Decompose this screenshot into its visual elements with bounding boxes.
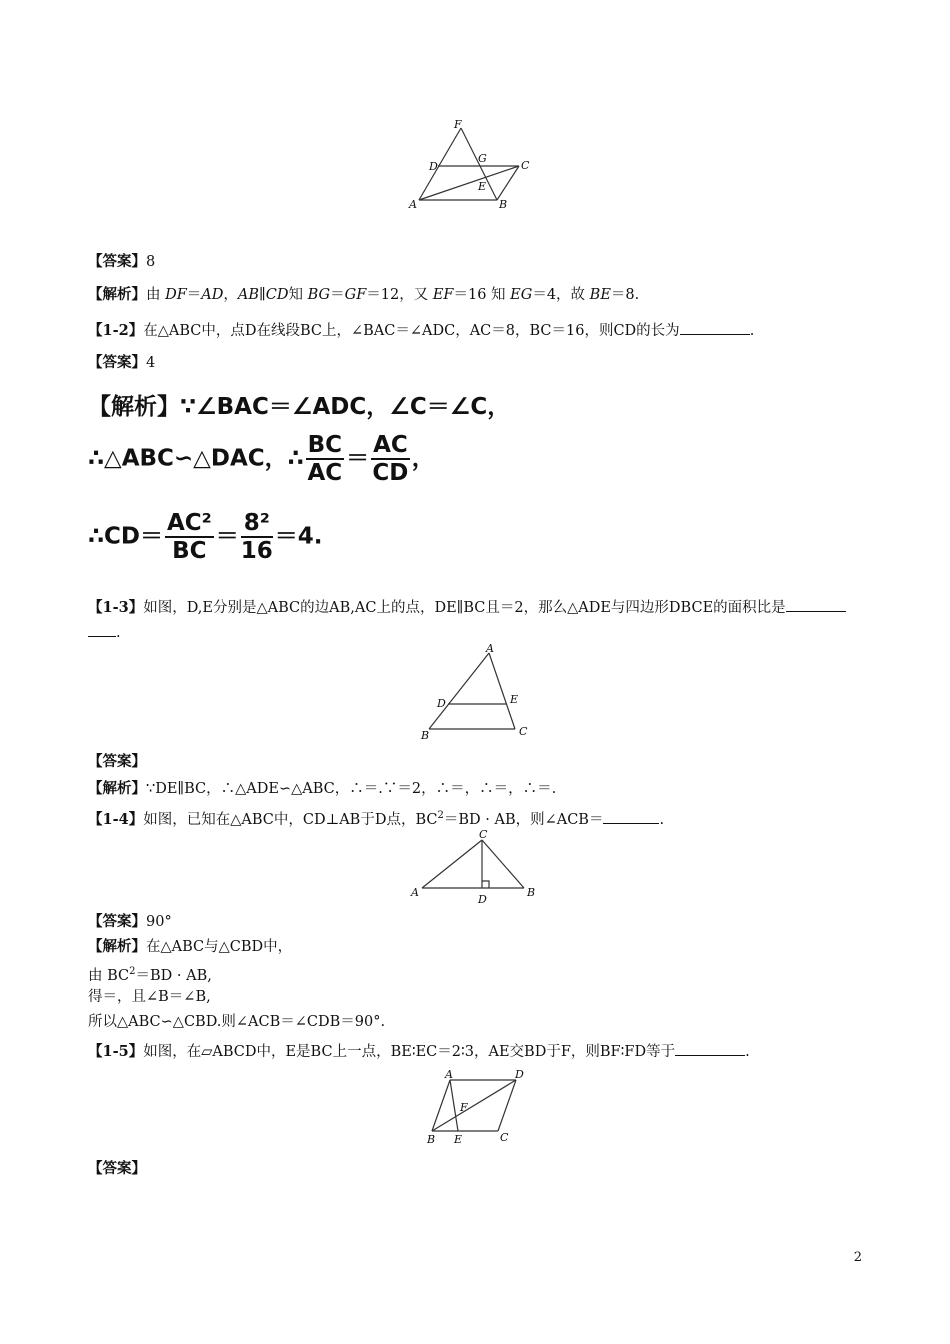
- label-e: E: [454, 1133, 463, 1146]
- fraction-ac2-bc: $\frac{\text{AC²}}{BC}$: [166, 510, 212, 564]
- label-b: B: [527, 886, 536, 899]
- label-d: D: [515, 1068, 524, 1081]
- figure-right-triangle-altitude: [408, 828, 548, 908]
- p4-question: 【1-4】如图，已知在△ABC中，CD⊥AB于D点，$BC^2=BD$ · AB，则∠ACB＝ .: [88, 810, 665, 828]
- figure-parallelogram-afg: [405, 118, 545, 218]
- fraction-64-16: $\frac{\text{8²}}{16}$: [240, 510, 273, 564]
- label-d: D: [437, 697, 446, 710]
- label-b: B: [421, 729, 430, 742]
- p1-answer: 【答案】8: [88, 253, 156, 270]
- answer-blank: [786, 597, 846, 612]
- p3-analysis: 【解析】∵DE∥BC，∴△ADE∽△ABC，∴＝.∵＝2，∴＝，∴＝，∴＝.: [88, 780, 557, 797]
- p1-analysis: 【解析】由 DF＝AD，AB∥CD知 BG＝GF＝12，又 EF＝16 知 EG＝4，故 BE＝8.: [88, 286, 640, 303]
- p2-solution-line2: ∴△ABC∽△DAC，∴ $\frac{BC}{AC}$ ＝ $\frac{AC}{CD}$ ，: [88, 432, 435, 486]
- page-number: 2: [853, 1250, 862, 1265]
- p3-answer: 【答案】: [88, 753, 146, 770]
- p2-question: 【1-2】在△ABC中，点D在线段BC上，∠BAC＝∠ADC，AC＝8，BC＝16，则CD的长为 .: [88, 322, 755, 339]
- p4-answer: 【答案】90°: [88, 913, 172, 930]
- label-c: C: [521, 159, 530, 172]
- label-c: C: [519, 725, 528, 738]
- p2-solution-line1: 【解析】∵∠BAC＝∠ADC，∠C＝∠C，: [88, 394, 511, 420]
- p3-question-tail: .: [88, 622, 121, 642]
- answer-blank-cont: [88, 622, 116, 637]
- p3-question: 【1-3】如图，D,E分别是△ABC的边AB,AC上的点，DE∥BC且＝2，那么△ADE与四边形DBCE的面积比是: [88, 597, 846, 617]
- figure-parallelogram-abcd: [420, 1065, 540, 1150]
- label-d: D: [478, 893, 487, 906]
- answer-blank: [675, 1041, 745, 1056]
- p4-analysis-4: 所以△ABC∽△CBD.则∠ACB＝∠CDB＝90°.: [88, 1014, 386, 1030]
- answer-blank: [603, 809, 659, 824]
- label-g: G: [478, 152, 487, 165]
- answer-blank: [680, 320, 750, 335]
- label-a: A: [411, 886, 419, 899]
- p5-question: 【1-5】如图，在▱ABCD中，E是BC上一点，BE∶EC＝2∶3，AE交BD于F，则BF∶FD等于 .: [88, 1043, 750, 1060]
- label-e: E: [478, 180, 487, 193]
- label-a: A: [486, 643, 494, 655]
- p4-analysis-1: 【解析】在△ABC与△CBD中，: [88, 938, 293, 955]
- label-b: B: [499, 198, 508, 211]
- label-a: A: [445, 1068, 453, 1081]
- label-d: D: [429, 160, 438, 173]
- p4-analysis-3: 得＝，且∠B＝∠B,: [88, 989, 211, 1005]
- figure-triangle-de-bc: [415, 643, 540, 743]
- p5-answer: 【答案】: [88, 1160, 146, 1177]
- p2-solution-line3: ∴CD＝ $\frac{\text{AC²}}{BC}$ ＝ $\frac{\text{8²}}{16}$ ＝4.: [88, 510, 323, 564]
- label-f: F: [454, 118, 462, 131]
- p2-answer: 【答案】4: [88, 354, 156, 371]
- label-e: E: [510, 693, 519, 706]
- p4-analysis-2: 由 $BC^2=BD$ · AB,: [88, 966, 212, 984]
- label-a: A: [409, 198, 417, 211]
- label-c: C: [500, 1131, 509, 1144]
- fraction-bc-ac: $\frac{BC}{AC}$: [307, 432, 343, 486]
- label-b: B: [427, 1133, 436, 1146]
- label-f: F: [460, 1101, 468, 1114]
- label-c: C: [479, 828, 488, 841]
- fraction-ac-cd: $\frac{AC}{CD}$: [372, 432, 409, 486]
